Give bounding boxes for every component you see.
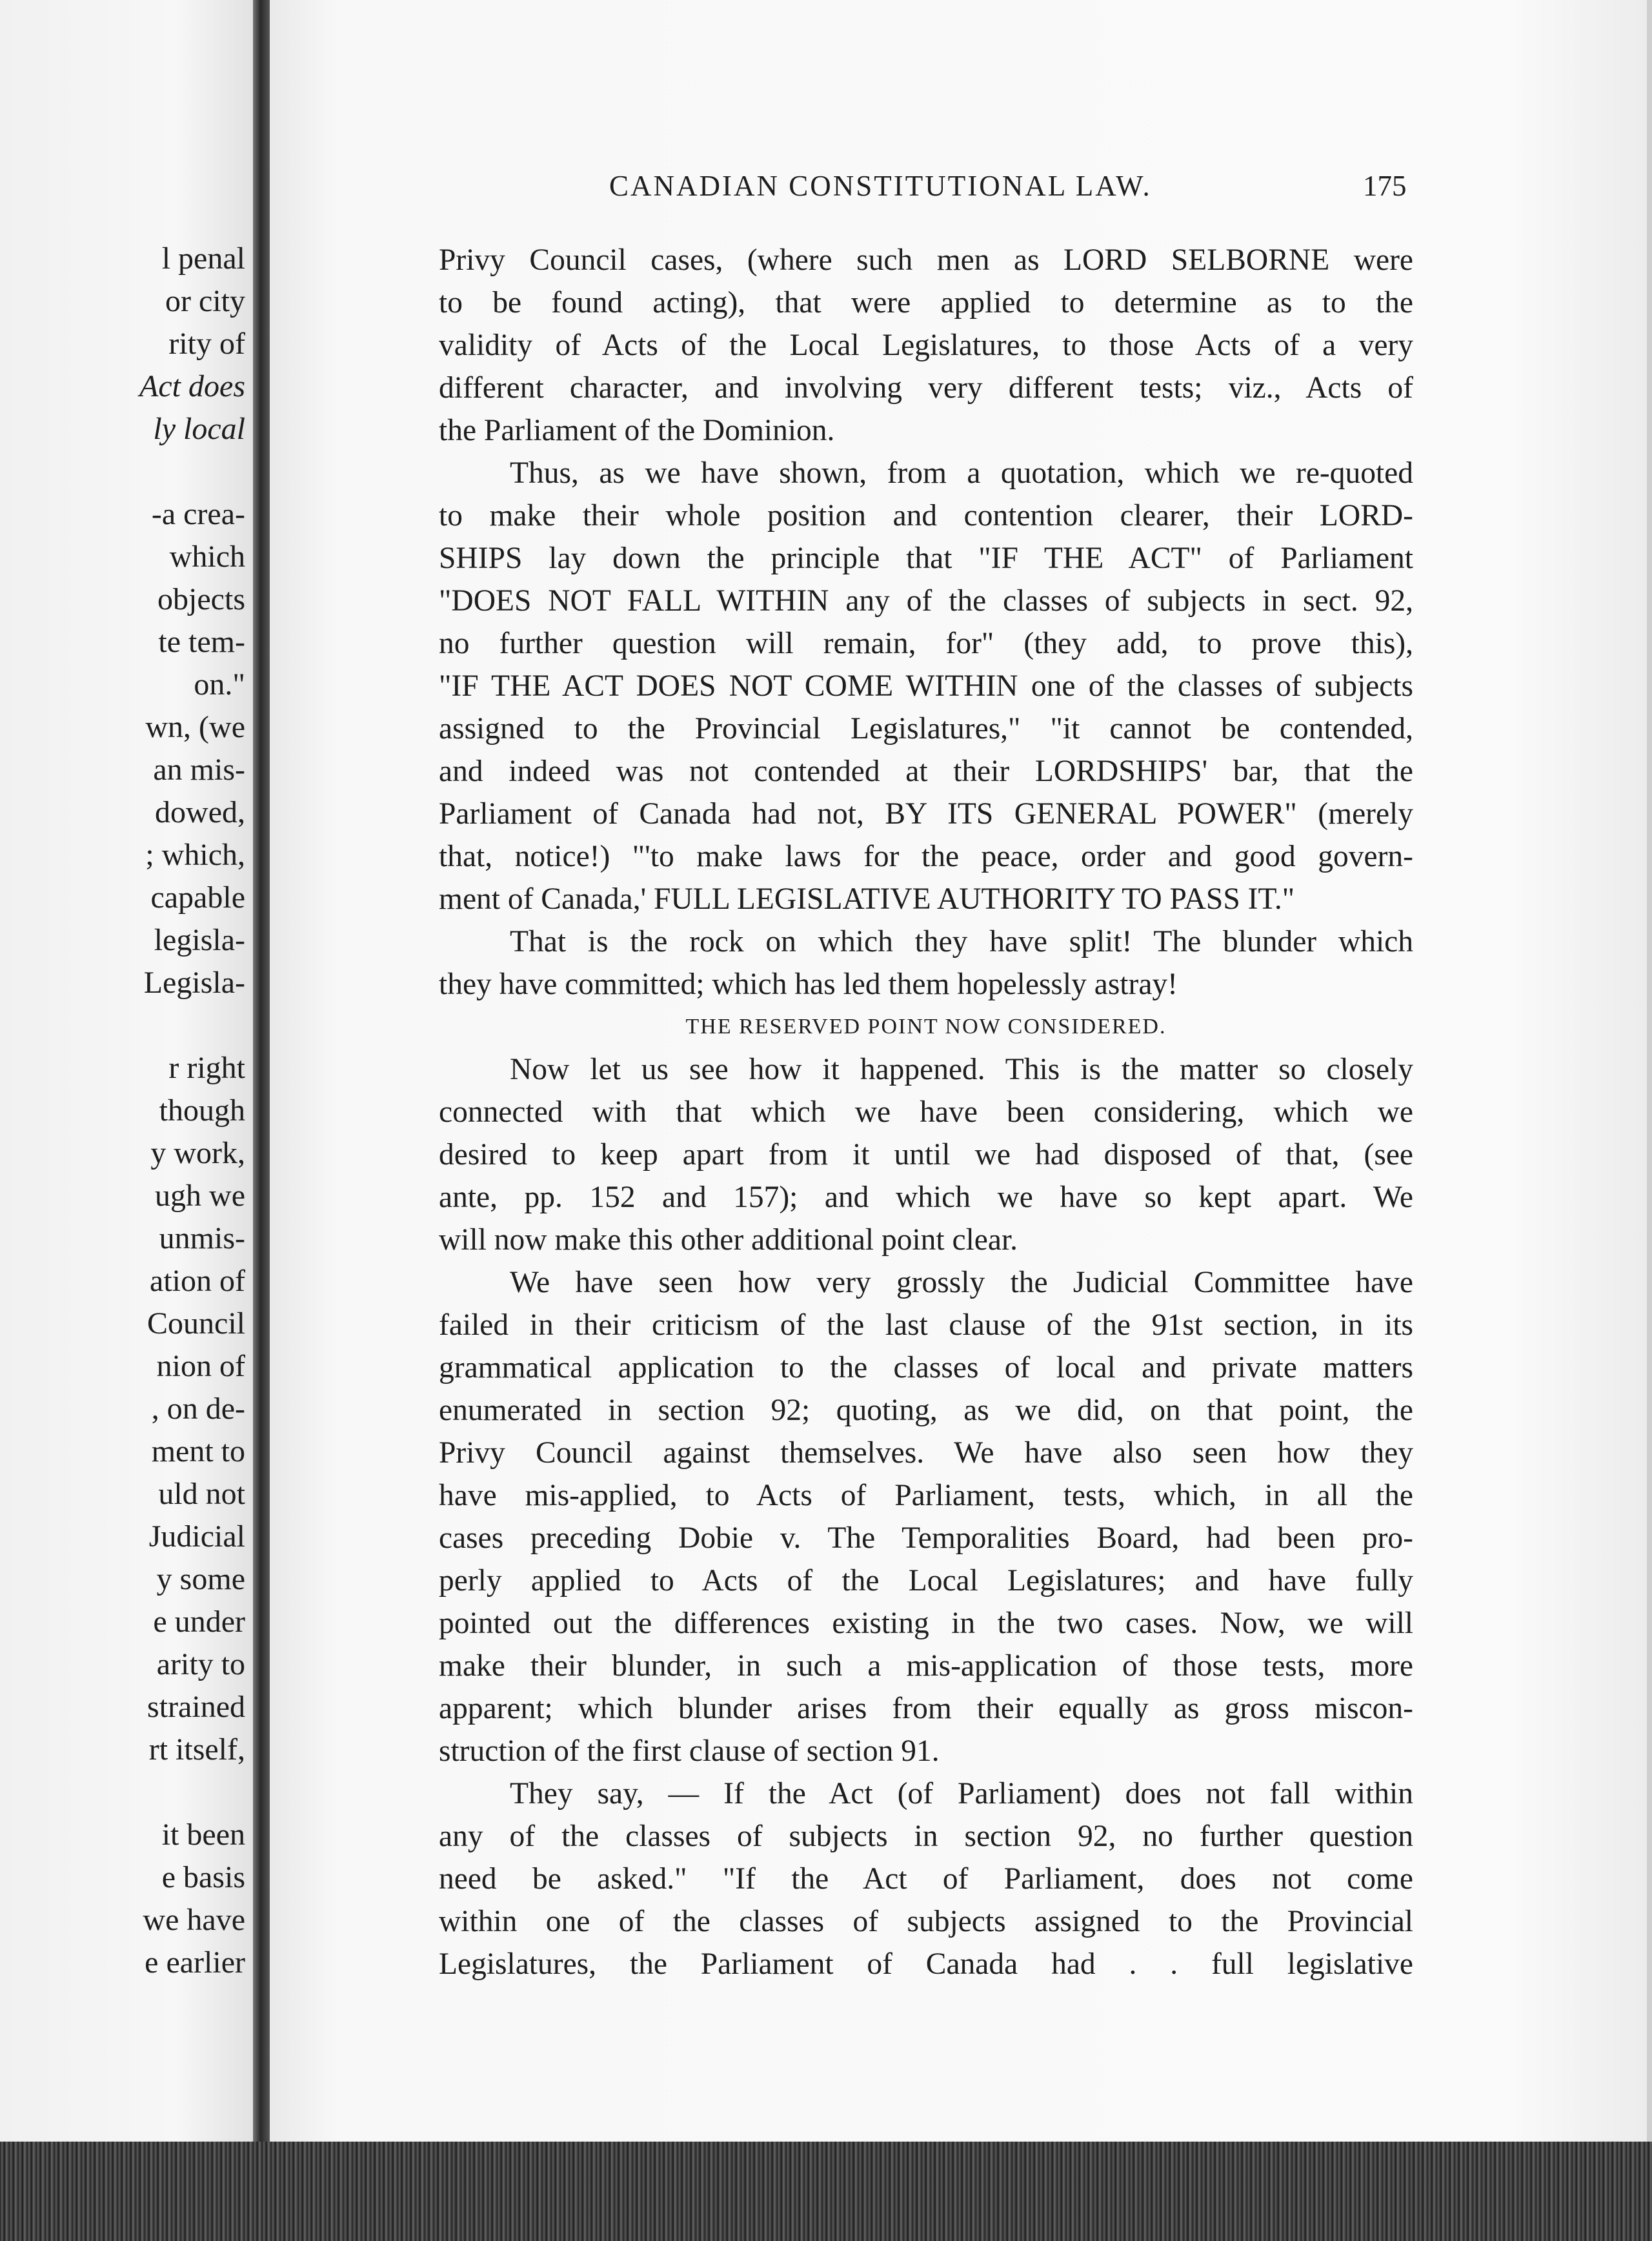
text-line: validity of Acts of the Local Legislatures, to those Acts of a very xyxy=(439,329,1413,362)
page-edge xyxy=(1647,0,1652,2142)
left-line: ugh we xyxy=(155,1179,245,1213)
left-line: capable xyxy=(150,880,245,915)
text-line: connected with that which we have been considering, which we xyxy=(439,1095,1413,1129)
text-line: desired to keep apart from it until we had disposed of that, (see xyxy=(439,1138,1413,1171)
text-line: failed in their criticism of the last clause of the 91st section, in its xyxy=(439,1308,1413,1342)
left-line: ; which, xyxy=(145,838,245,872)
text-line: and indeed was not contended at their LORDSHIPS' bar, that the xyxy=(439,755,1413,788)
left-line: it been xyxy=(161,1818,245,1852)
left-line: Act does xyxy=(139,369,245,403)
running-head xyxy=(609,169,1413,214)
text-line: That is the rock on which they have split! The blunder which xyxy=(510,925,1413,958)
text-line: perly applied to Acts of the Local Legislatures; and have fully xyxy=(439,1564,1413,1597)
left-line: legisla- xyxy=(154,923,245,957)
text-line: any of the classes of subjects in section 92, no further question xyxy=(439,1820,1413,1853)
page-number: 175 xyxy=(1363,170,1407,202)
text-line: Privy Council cases, (where such men as LORD SELBORNE were xyxy=(439,243,1413,277)
left-line: Council xyxy=(147,1306,245,1341)
left-line: e earlier xyxy=(145,1945,245,1980)
left-line: objects xyxy=(157,582,245,616)
left-line: though xyxy=(159,1093,245,1128)
text-line: make their blunder, in such a mis-application of those tests, more xyxy=(439,1649,1413,1683)
left-line: wn, (we xyxy=(145,710,245,744)
left-line: strained xyxy=(147,1690,245,1724)
left-line: nion of xyxy=(156,1349,245,1383)
left-line: y some xyxy=(156,1562,245,1596)
book-binding-gutter xyxy=(253,0,270,2142)
text-line: to make their whole position and contention clearer, their LORD- xyxy=(439,499,1413,532)
text-line: "IF THE ACT DOES NOT COME WITHIN one of the classes of subjects xyxy=(439,669,1413,703)
left-line: rity of xyxy=(168,327,245,361)
running-title: CANADIAN CONSTITUTIONAL LAW. xyxy=(609,170,1152,202)
left-line: y work, xyxy=(150,1136,245,1170)
text-line: need be asked." "If the Act of Parliament, does not come xyxy=(439,1862,1413,1896)
left-line: ly local xyxy=(153,412,245,446)
text-line: cases preceding Dobie v. The Temporalities Board, had been pro- xyxy=(439,1521,1413,1555)
left-line: on." xyxy=(194,667,245,702)
page-body xyxy=(439,239,1413,1985)
section-heading: THE RESERVED POINT NOW CONSIDERED. xyxy=(685,1015,1167,1039)
left-line: arity to xyxy=(156,1647,245,1681)
text-line: enumerated in section 92; quoting, as we did, on that point, the xyxy=(439,1394,1413,1427)
text-line: apparent; which blunder arises from their equally as gross miscon- xyxy=(439,1692,1413,1725)
text-line: will now make this other additional point clear. xyxy=(439,1223,1018,1257)
left-line xyxy=(0,451,245,493)
left-line: uld not xyxy=(158,1477,245,1511)
text-line: "DOES NOT FALL WITHIN any of the classes of subjects in sect. 92, xyxy=(439,584,1413,618)
text-line: have mis-applied, to Acts of Parliament, tests, which, in all the xyxy=(439,1479,1413,1512)
left-line xyxy=(0,1771,245,1814)
text-line: Thus, as we have shown, from a quotation, which we re-quoted xyxy=(510,456,1413,490)
left-line: an mis- xyxy=(153,753,245,787)
text-line: We have seen how very grossly the Judicial Committee have xyxy=(510,1266,1413,1299)
left-line: which xyxy=(169,540,245,574)
left-line: we have xyxy=(143,1903,245,1937)
left-line: ation of xyxy=(150,1264,245,1298)
left-line: e under xyxy=(153,1605,245,1639)
left-line: , on de- xyxy=(151,1392,245,1426)
left-line: e basis xyxy=(161,1860,245,1894)
left-line xyxy=(0,1004,245,1047)
left-line: -a crea- xyxy=(151,497,245,531)
text-line: struction of the first clause of section 91. xyxy=(439,1734,940,1768)
text-line: pointed out the differences existing in the two cases. Now, we will xyxy=(439,1607,1413,1640)
left-line: unmis- xyxy=(159,1221,245,1255)
scan-border xyxy=(0,2142,1652,2241)
text-line: SHIPS lay down the principle that "IF THE ACT" of Parliament xyxy=(439,542,1413,575)
left-line: ment to xyxy=(151,1434,245,1468)
text-line: ante, pp. 152 and 157); and which we have so kept apart. We xyxy=(439,1181,1413,1214)
text-line: Privy Council against themselves. We have also seen how they xyxy=(439,1436,1413,1470)
text-line: different character, and involving very different tests; viz., Acts of xyxy=(439,371,1413,405)
text-line: to be found acting), that were applied to determine as to the xyxy=(439,286,1413,319)
text-line: the Parliament of the Dominion. xyxy=(439,414,835,447)
text-line: they have committed; which has led them hopelessly astray! xyxy=(439,968,1178,1001)
left-line: Legisla- xyxy=(143,966,245,1000)
text-line: Now let us see how it happened. This is the matter so closely xyxy=(510,1053,1413,1086)
previous-page-fragment xyxy=(0,0,253,2142)
text-line: ment of Canada,' FULL LEGISLATIVE AUTHORITY TO PASS IT." xyxy=(439,882,1295,916)
text-line: within one of the classes of subjects assigned to the Provincial xyxy=(439,1905,1413,1938)
left-line: Judicial xyxy=(148,1519,245,1554)
text-line: They say, — If the Act (of Parliament) does not fall within xyxy=(510,1777,1413,1810)
left-line: r right xyxy=(168,1051,245,1085)
left-line: rt itself, xyxy=(148,1732,245,1767)
text-line: that, notice!) "'to make laws for the peace, order and good govern- xyxy=(439,840,1413,873)
text-line: no further question will remain, for" (they add, to prove this), xyxy=(439,627,1413,660)
text-line: Legislatures, the Parliament of Canada had . . full legislative xyxy=(439,1947,1413,1981)
left-line: dowed, xyxy=(155,795,245,829)
text-line: Parliament of Canada had not, BY ITS GENERAL POWER" (merely xyxy=(439,797,1413,831)
previous-page-text xyxy=(0,238,245,1984)
text-line: grammatical application to the classes of local and private matters xyxy=(439,1351,1413,1384)
text-line: assigned to the Provincial Legislatures," "it cannot be contended, xyxy=(439,712,1413,745)
left-line: or city xyxy=(165,284,245,318)
left-line: l penal xyxy=(161,241,245,276)
left-line: te tem- xyxy=(158,625,245,659)
